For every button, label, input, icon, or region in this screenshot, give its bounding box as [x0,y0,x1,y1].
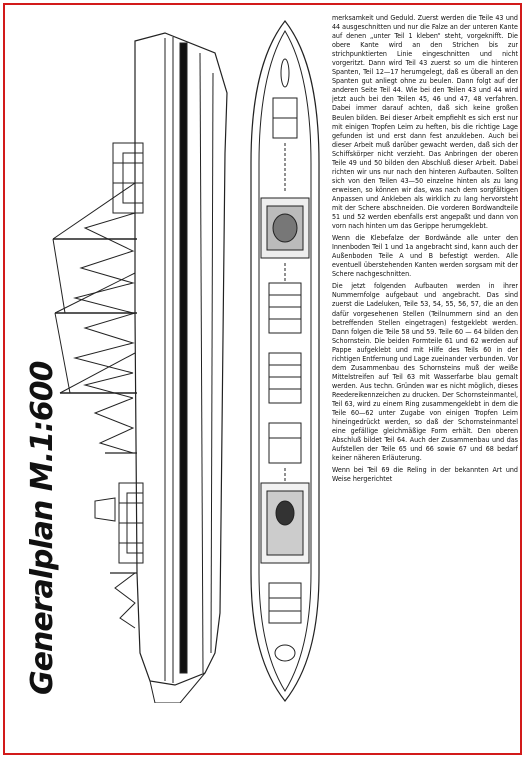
side-elevation [53,33,227,703]
paragraph: Wenn bei Teil 69 die Reling in der bekannten Art und Weise hergerichtet [332,465,518,484]
paragraph: Die jetzt folgenden Aufbauten werden in ihrer Nummernfolge aufgebaut und angebracht. Das sind zuerst die Ladeluken, Teile 53, 54, 55, 56, 57, die an den dafür vorgesehenen Stellen (Teilnummern sind an den betreffenden Stellen eingetragen) festgeklebt werden. Dann folgen die Teile 58 und 59. Teile 60 — 64 bilden den Schornstein. Die beiden Formteile 61 und 62 werden auf Pappe aufgeklebt und mit Hilfe des Teils 60 in der richtigen Entfernung und Lage zueinander verbunden. Vor dem Zusammenbau des Schornsteins muß der weiße Mittelstreifen auf Teil 63 mit Wasserfarbe blau gemalt werden. Aus techn. Gründen war es nicht möglich, dieses Reedereikennzeichen zu drucken. Der Schornsteinmantel, Teil 63, wird zu einem Ring zusammengeklebt in dem die Teile 60—62 unter Zugabe von einigen Tropfen Leim hineingedrückt werden, so daß der Schornsteinmantel eine gefällige gleichmäßige Form erhält. Den oberen Abschluß bildet Teil 64. Auch der Zusammenbau und das Aufstellen der Teile 65 und 66 sowie 67 und 68 bedarf keiner näheren Erläuterung. [332,281,518,463]
ship-general-plan-drawing [15,13,325,703]
instruction-text-column [332,13,518,753]
plan-title: Generalplan M.1:600 [25,361,60,695]
paragraph: Wenn die Klebefalze der Bordwände alle unter den Innenboden Teil 1 und 1a angebracht sind, kann auch der Außenboden Teile A und B befestigt werden. Alle eventuell überstehenden Kanten werden sorgsam mit der Schere nachgeschnitten. [332,233,518,279]
plan-view [251,21,319,701]
paragraph: merksamkeit und Geduld. Zuerst werden die Teile 43 und 44 ausgeschnitten und nur die Falze an der unteren Kante auf denen „unter Teil 1 kleben“ steht, vorgeknifft. Die obere Kante wird an den Strichen bis zur strichpunktierten Linie eingeschnitten und nicht vorgeritzt. Dann wird Teil 43 zuerst so um die hinteren Spanten, Teil 12—17 herumgelegt, daß es überall an den Spanten gut anliegt ohne zu beulen. Dann folgt auf der anderen Seite Teil 44. Wie bei den Teilen 43 und 44 wird jetzt auch bei den Teilen 45, 46 und 47, 48 verfahren. Dabei immer darauf achten, daß sich keine großen Beulen bilden. Bei dieser Arbeit empfiehlt es sich erst nur mit einigen Tropfen Leim zu heften, bis die richtige Lage gefunden ist und erst dann fest anzukleben. Auch bei dieser Arbeit muß darüber gewacht werden, daß sich der Schiffskörper nicht verzieht. Das Anbringen der oberen Teile 49 und 50 bilden den Abschluß dieser Arbeit. Dabei richten wir uns nur nach den hinteren Aufbauten. Sollten sich von den Teilen 43—50 einzelne hinten als zu lang erweisen, so können wir das, was nach dem sorgfältigen Anpassen und Ankleben als wirklich zu lang hervorsteht mit der Schere abschneiden. Die vorderen Bordwandteile 51 und 52 werden ebenfalls erst angepaßt und dann von vorn nach hinten um das Gerippe herumgeklebt. [332,13,518,231]
page-frame [3,3,522,755]
